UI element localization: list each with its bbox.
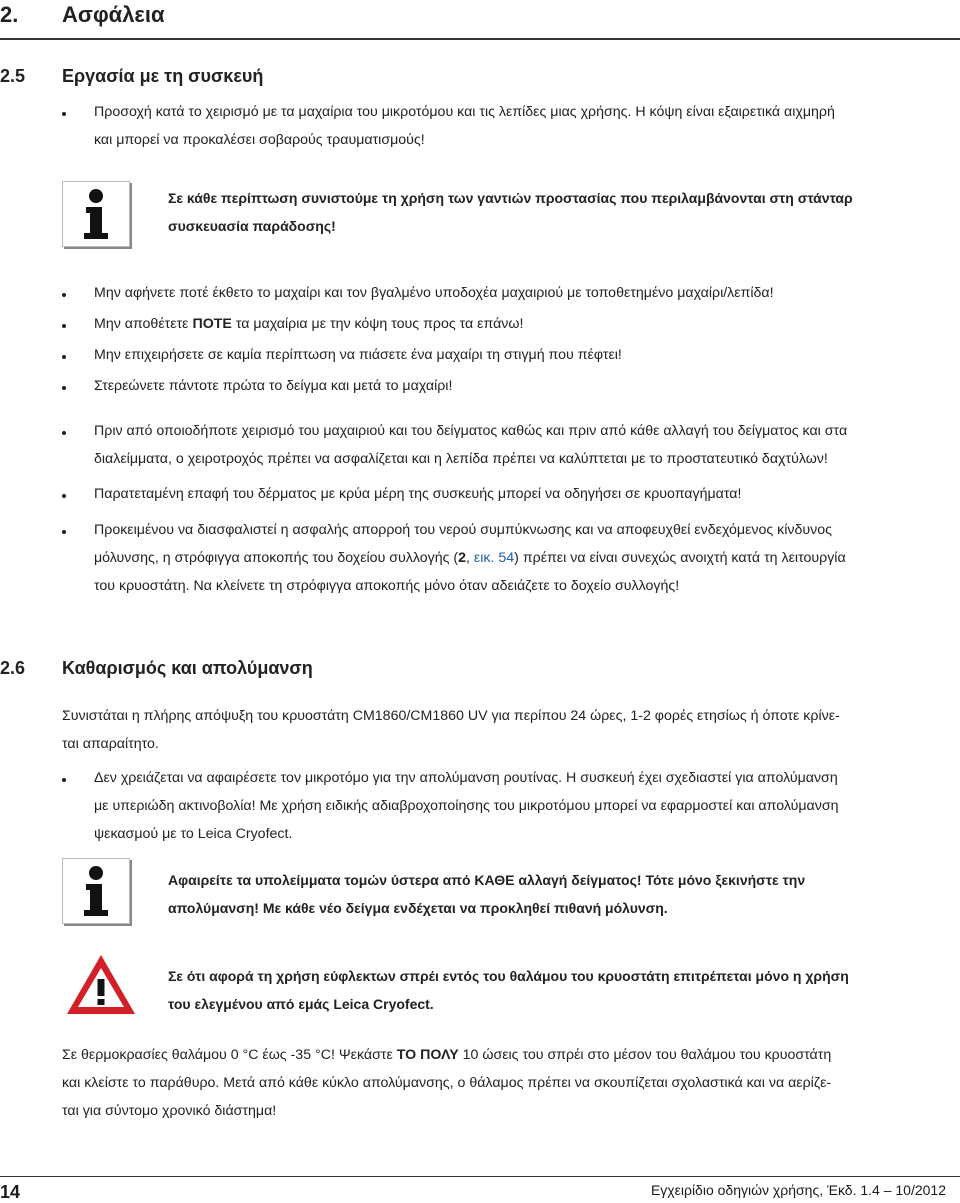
bullet-dot bbox=[62, 355, 66, 359]
document-info: Εγχειρίδιο οδηγιών χρήσης, Έκδ. 1.4 – 10/2012 bbox=[650, 1182, 946, 1198]
bullet-dot bbox=[62, 386, 66, 390]
section-number: 2.5 bbox=[0, 66, 26, 86]
bullet-dot bbox=[62, 293, 66, 297]
text-line: Συνιστάται η πλήρης απόψυξη του κρυοστάτη CM1860/CM1860 UV για περίπου 24 ώρες, 1-2 φορές ετησίως ή όποτε κρίνε- bbox=[62, 708, 840, 724]
text-span: Μην αποθέτετε bbox=[94, 316, 193, 332]
info-box bbox=[62, 181, 130, 247]
bullet-dot bbox=[62, 530, 66, 534]
text-line: Πριν από οποιοδήποτε χειρισμό του μαχαιριού και του δείγματος καθώς και πριν από κάθε αλλαγή του δείγματος και στα bbox=[94, 423, 848, 439]
emphasis-text: ΠΟΤΕ bbox=[192, 316, 232, 332]
info-icon bbox=[62, 858, 130, 924]
section-title: Εργασία με τη συσκευή bbox=[62, 66, 264, 86]
paragraph-knife-caution bbox=[94, 98, 960, 154]
info-notice-gloves bbox=[168, 184, 958, 240]
text-line: Δεν χρειάζεται να αφαιρέσετε τον μικροτόμο για την απολύμανση ρουτίνας. Η συσκευή έχει σχεδιαστεί για απολύμανση bbox=[94, 770, 838, 786]
bullet-dot bbox=[62, 494, 66, 498]
text-line: Σε ότι αφορά τη χρήση εύφλεκτων σπρέι εντός του θαλάμου του κρυοστάτη επιτρέπεται μόνο η χρήση bbox=[168, 968, 849, 984]
chapter-header bbox=[0, 0, 960, 30]
text-line: ται απαραίτητο. bbox=[62, 736, 159, 752]
text-line: Προσοχή κατά το χειρισμό με τα μαχαίρια του μικροτόμου και τις λεπίδες μιας χρήσης. Η κόψη είναι εξαιρετικά αιχμηρή bbox=[94, 104, 835, 120]
text-span: , bbox=[466, 550, 474, 566]
text-line: διαλείμματα, ο χειροτροχός πρέπει να ασφαλίζεται και η λεπίδα πρέπει να καλύπτεται με το προστατευτικό δαχτύλων! bbox=[94, 451, 828, 467]
section-title: Καθαρισμός και απολύμανση bbox=[62, 658, 313, 678]
text-line: ται για σύντομο χρονικό διάστημα! bbox=[62, 1103, 277, 1119]
list-item: Στερεώνετε πάντοτε πρώτα το δείγμα και μετά το μαχαίρι! bbox=[94, 378, 453, 394]
text-line bbox=[94, 544, 960, 572]
footer-rule bbox=[0, 1176, 960, 1177]
figure-link[interactable]: εικ. 54 bbox=[473, 550, 515, 566]
chapter-title: Ασφάλεια bbox=[62, 2, 165, 27]
bullet-dot bbox=[62, 778, 66, 782]
list-item bbox=[94, 417, 960, 473]
warning-notice-spray bbox=[168, 962, 958, 1018]
list-item: Μην επιχειρήσετε σε καμία περίπτωση να πιάσετε ένα μαχαίρι τη στιγμή που πέφτει! bbox=[94, 347, 622, 363]
list-item: Παρατεταμένη επαφή του δέρματος με κρύα μέρη της συσκευής μπορεί να οδηγήσει σε κρυοπαγήματα! bbox=[94, 486, 742, 502]
bullet-dot bbox=[62, 324, 66, 328]
info-icon bbox=[62, 181, 130, 247]
text-line: απολύμανση! Με κάθε νέο δείγμα ενδέχεται να προκληθεί πιθανή μόλυνση. bbox=[168, 900, 668, 916]
text-line: του ελεγμένου από εμάς Leica Cryofect. bbox=[168, 996, 434, 1012]
paragraph-defrost bbox=[62, 702, 960, 758]
warning-icon bbox=[64, 952, 138, 1018]
text-line: Αφαιρείτε τα υπολείμματα τομών ύστερα από ΚΑΘΕ αλλαγή δείγματος! Τότε μόνο ξεκινήστε την bbox=[168, 872, 806, 888]
page-number: 14 bbox=[0, 1182, 21, 1202]
text-line: του κρυοστάτη. Να κλείνετε τη στρόφιγγα αποκοπής μόνο όταν αδειάζετε το δοχείο συλλογής! bbox=[94, 578, 680, 594]
text-span: τα μαχαίρια με την κόψη τους προς τα επάνω! bbox=[231, 316, 524, 332]
paragraph-spray-usage bbox=[62, 1041, 960, 1125]
text-line: και μπορεί να προκαλέσει σοβαρούς τραυματισμούς! bbox=[94, 132, 425, 148]
text-line: με υπεριώδη ακτινοβολία! Με χρήση ειδικής αδιαβροχοποίησης του μικροτόμου μπορεί να εφαρμοστεί και απολύμανση bbox=[94, 798, 839, 814]
chapter-rule bbox=[0, 38, 960, 40]
list-item bbox=[94, 310, 960, 338]
text-line: και κλείστε το παράθυρο. Μετά από κάθε κύκλο απολύμανσης, ο θάλαμος πρέπει να σκουπίζεται σχολαστικά και να αερίζε- bbox=[62, 1075, 832, 1091]
bullet-dot bbox=[62, 431, 66, 435]
emphasis-text: 2 bbox=[458, 550, 467, 566]
text-span: 10 ώσεις του σπρέι στο μέσον του θαλάμου του κρυοστάτη bbox=[458, 1047, 832, 1063]
chapter-number: 2. bbox=[0, 2, 19, 27]
text-span: ) πρέπει να είναι συνεχώς ανοιχτή κατά τη λειτουργία bbox=[514, 550, 846, 566]
list-item: Μην αφήνετε ποτέ έκθετο το μαχαίρι και τον βγαλμένο υποδοχέα μαχαιριού με τοποθετημένο μαχαίρι/λεπίδα! bbox=[94, 285, 774, 301]
section-number: 2.6 bbox=[0, 658, 26, 678]
text-line bbox=[62, 1041, 960, 1069]
bullet-dot bbox=[62, 112, 66, 116]
text-span: μόλυνσης, η στρόφιγγα αποκοπής του δοχείου συλλογής ( bbox=[94, 550, 459, 566]
info-notice-residue bbox=[168, 866, 958, 922]
list-item bbox=[94, 764, 960, 848]
info-box bbox=[62, 858, 130, 924]
text-line: Σε κάθε περίπτωση συνιστούμε τη χρήση των γαντιών προστασίας που περιλαμβάνονται στη στάνταρ bbox=[168, 190, 853, 206]
text-line: ψεκασμού με το Leica Cryofect. bbox=[94, 826, 293, 842]
text-span: Σε θερμοκρασίες θαλάμου 0 °C έως -35 °C! Ψεκάστε bbox=[62, 1047, 397, 1063]
text-line: Προκειμένου να διασφαλιστεί η ασφαλής απορροή του νερού συμπύκνωσης και να αποφευχθεί ενδεχόμενος κίνδυνος bbox=[94, 522, 832, 538]
text-line: συσκευασία παράδοσης! bbox=[168, 218, 336, 234]
list-item bbox=[94, 516, 960, 600]
emphasis-text: ΤΟ ΠΟΛΥ bbox=[396, 1047, 459, 1063]
